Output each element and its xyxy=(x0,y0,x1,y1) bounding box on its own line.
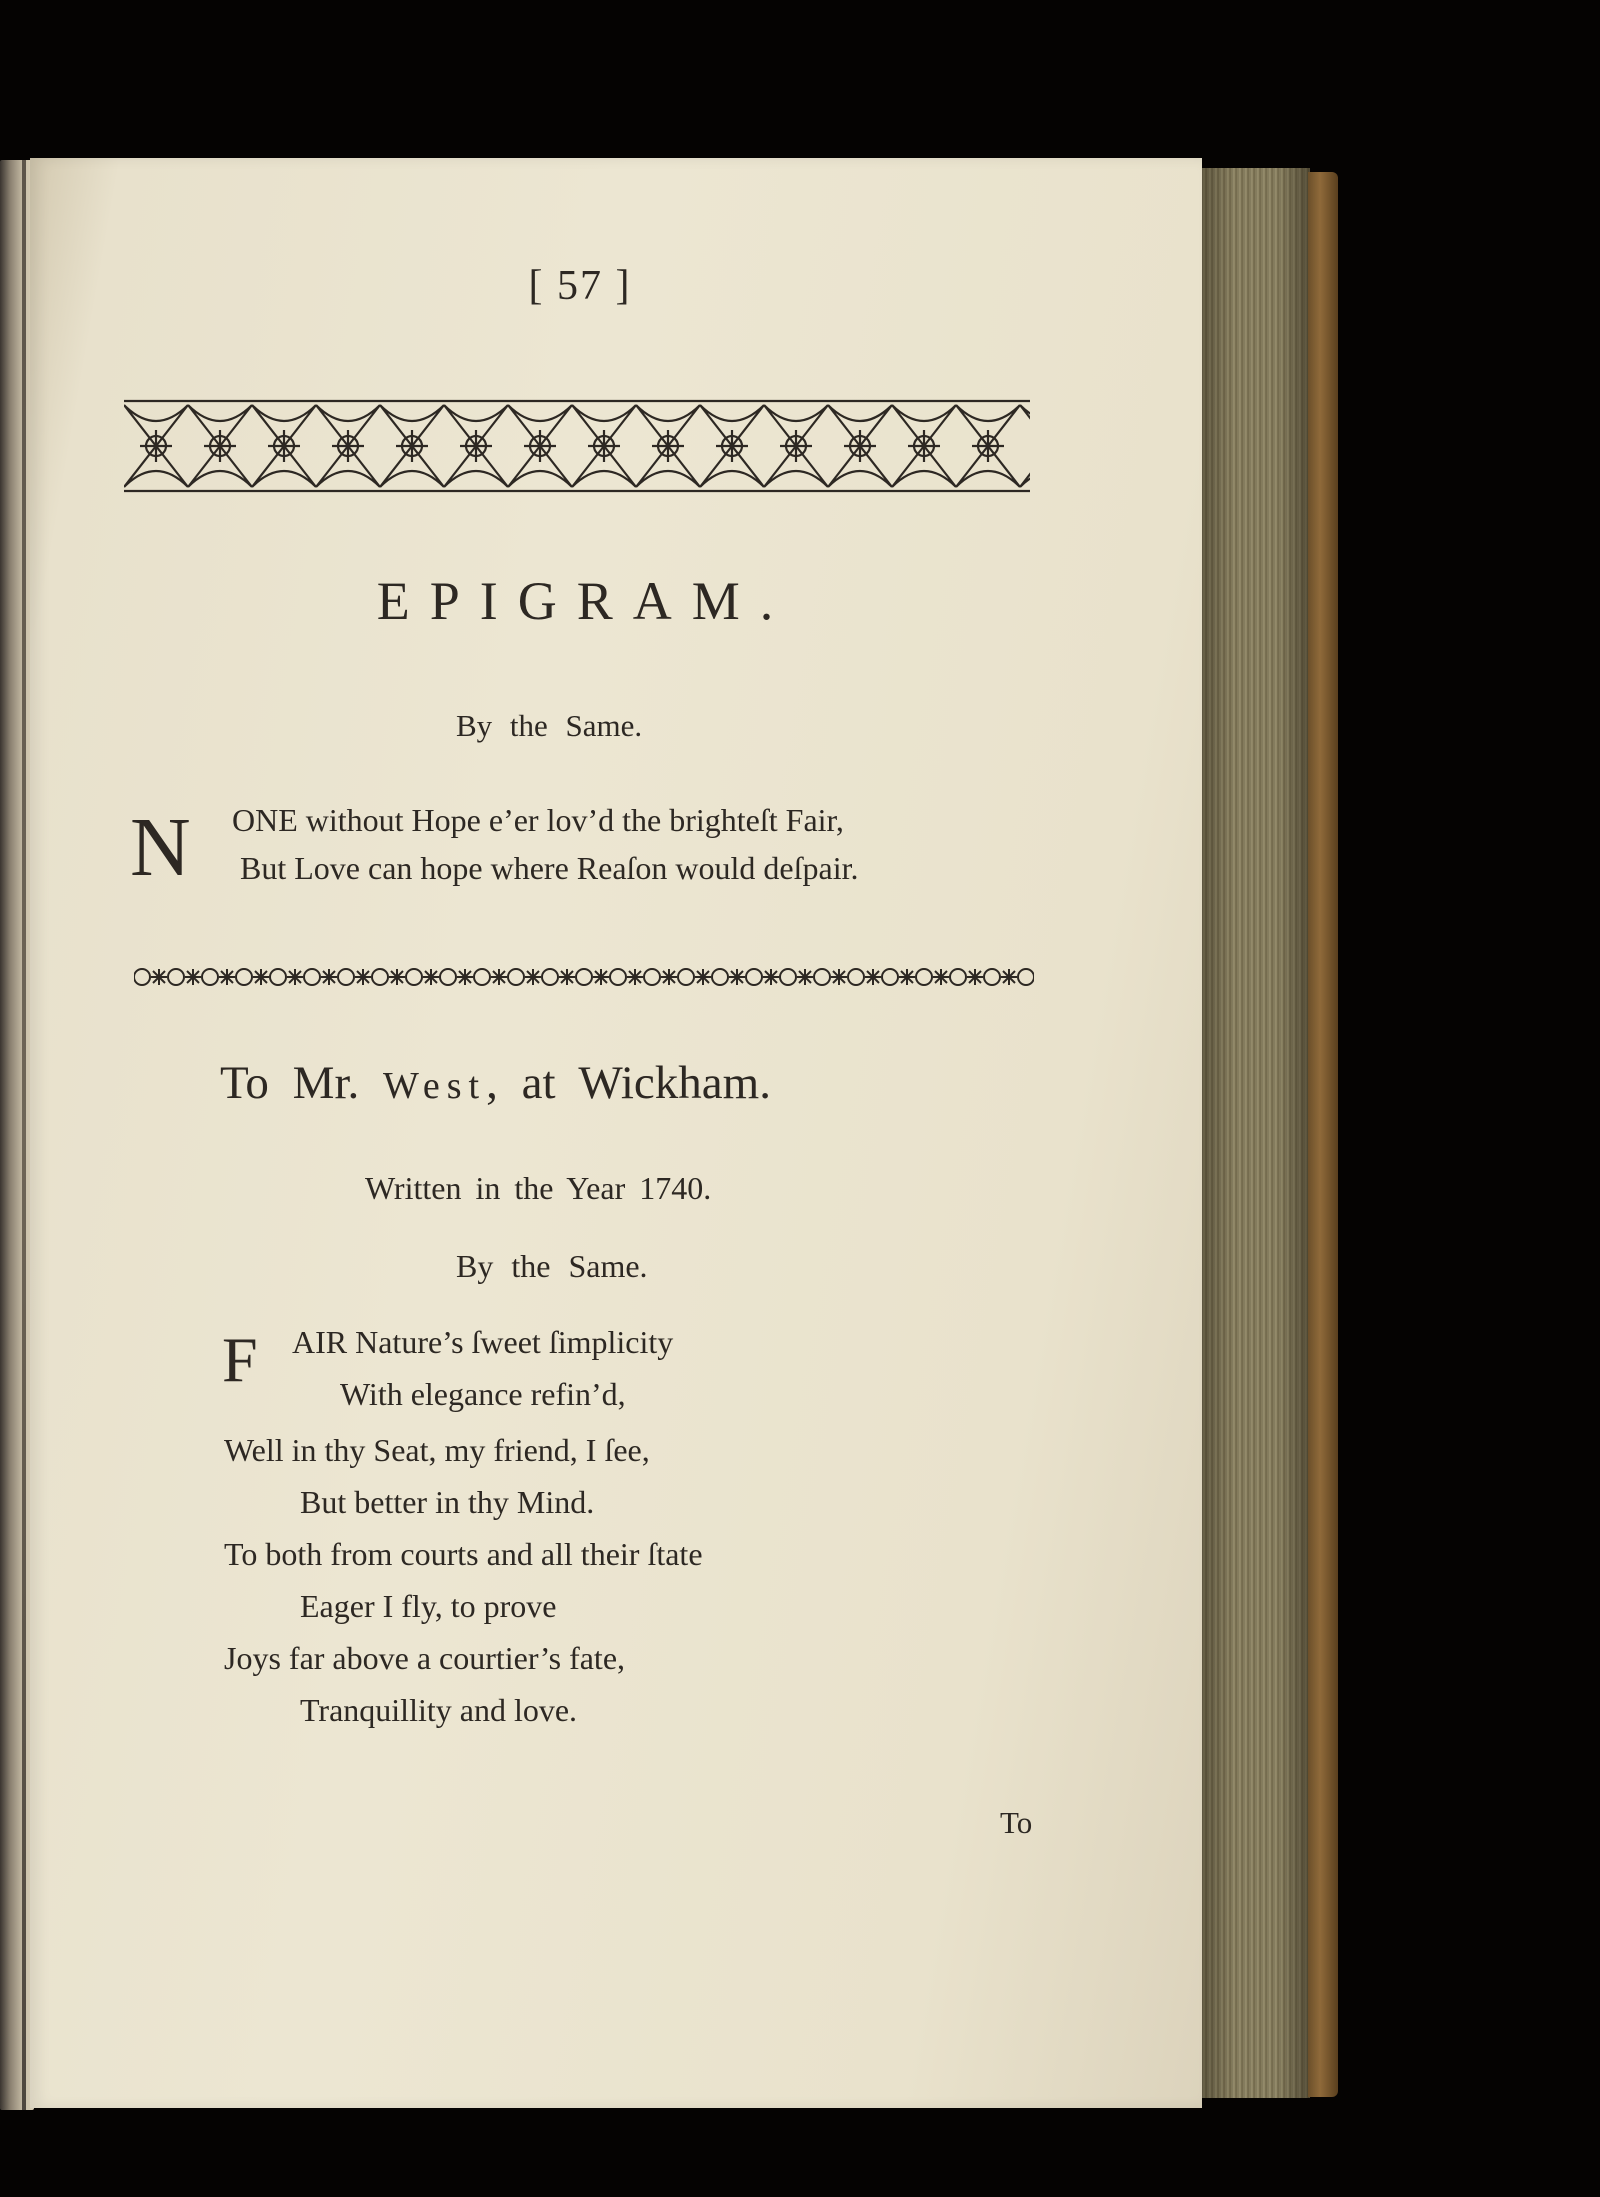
poem-title-start: To Mr. xyxy=(220,1057,384,1109)
poem-byline: By the Same. xyxy=(456,1248,648,1284)
poem-line-7: Joys far above a courtier’s fate, xyxy=(224,1640,626,1676)
poem-line-5: To both from courts and all their ſtate xyxy=(224,1536,703,1572)
poem-title-name: West xyxy=(383,1065,487,1107)
poem-line-6: Eager I fly, to prove xyxy=(300,1588,557,1624)
poem-subtitle: Written in the Year 1740. xyxy=(365,1170,712,1206)
drop-cap-n: N xyxy=(130,801,191,894)
epigram-title: EPIGRAM. xyxy=(376,571,794,631)
poem-line-3: Well in thy Seat, my friend, I ſee, xyxy=(224,1432,650,1468)
poem-line-8: Tranquillity and love. xyxy=(300,1692,578,1728)
book-cover-edge xyxy=(1308,172,1338,2097)
epigram-line-1: ONE without Hope e’er lov’d the brighteſt Fair, xyxy=(232,802,844,838)
catchword: To xyxy=(1000,1805,1033,1840)
poem-title-end: , at Wickham. xyxy=(486,1057,771,1109)
poem-line-4: But better in thy Mind. xyxy=(300,1484,595,1520)
ornamental-rule-icon xyxy=(134,960,1034,994)
left-page-sliver xyxy=(0,160,34,2110)
headpiece-ornament-icon xyxy=(124,397,1030,495)
gutter xyxy=(22,160,26,2110)
drop-cap-f: F xyxy=(222,1324,258,1395)
epigram-byline: By the Same. xyxy=(456,708,643,743)
poem-title xyxy=(220,1056,771,1110)
poem-line-1: AIR Nature’s ſweet ſimplicity xyxy=(292,1324,674,1360)
page-edges-shade xyxy=(1202,168,1310,2098)
epigram-line-2: But Love can hope where Reaſon would deſpair. xyxy=(240,850,859,886)
poem-line-2: With elegance refin’d, xyxy=(340,1376,626,1412)
page-number: [ 57 ] xyxy=(528,263,632,309)
